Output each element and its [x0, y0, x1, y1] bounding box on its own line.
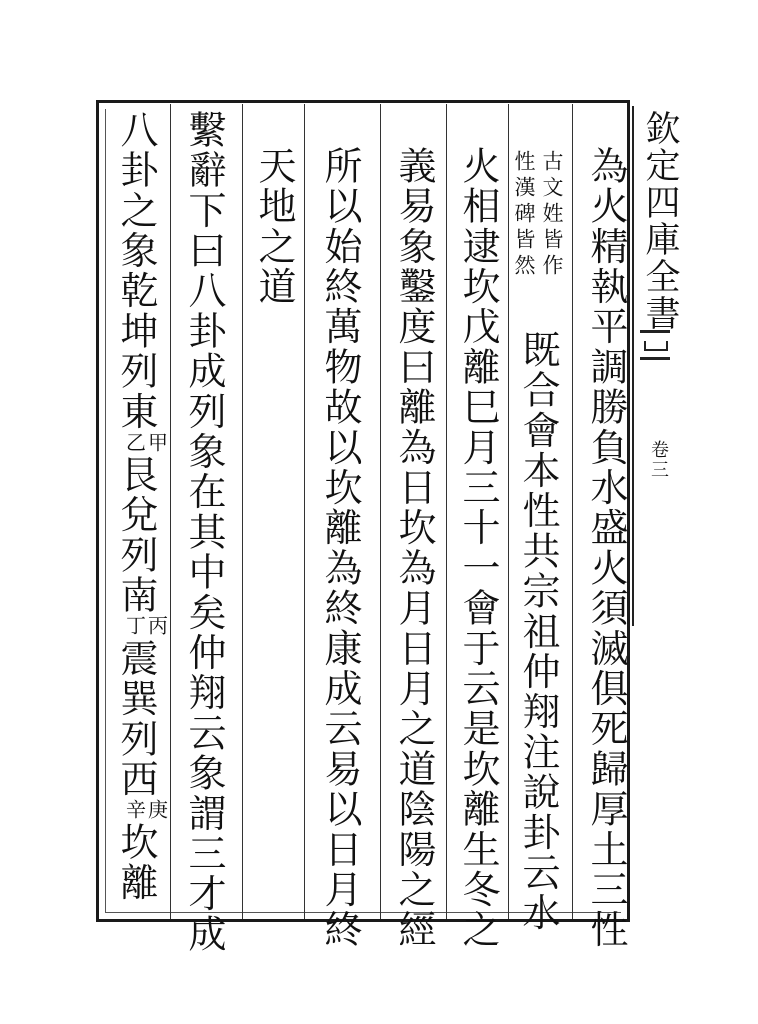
text-column-1: 為火精執平調勝負水盛火須滅俱死歸厚土三性 [584, 146, 628, 950]
column-rule [380, 104, 381, 919]
text-column-6: 天地之道 [252, 146, 296, 307]
annotation-char: 庚 [144, 799, 169, 823]
volume-label: 卷三 [648, 440, 669, 480]
text-column-8 [114, 110, 168, 920]
column-rule [446, 104, 447, 919]
annotation-char: 丙 [144, 615, 169, 639]
annotation-char: 乙 [122, 431, 147, 455]
text-segment: 震巽列西 [114, 638, 158, 800]
text-column-2: 既合會本性共宗祖仲翔注說卦云水 [516, 330, 560, 933]
text-column-7: 繫辭下曰八卦成列象在其中矣仲翔云象謂三才成 [182, 110, 226, 955]
margin-title: 欽定四庫全書 [640, 110, 680, 332]
text-segment: 八卦之象乾坤列東 [114, 110, 158, 432]
column-rule [242, 104, 243, 919]
column-rule [304, 104, 305, 919]
text-column-4: 義易象鑿度曰離為日坎為月日月之道陰陽之經 [392, 146, 436, 950]
annotation-line-b: 性漢碑皆然 [512, 150, 536, 280]
inline-annotation [124, 432, 168, 455]
column-rule [508, 104, 509, 919]
column-rule [572, 104, 573, 919]
annotation-char: 甲 [144, 431, 169, 455]
text-segment: 艮兌列南 [114, 454, 158, 616]
text-segment: 坎離 [114, 822, 158, 903]
inline-annotation [124, 799, 168, 822]
annotation-line-a: 古文姓皆作 [540, 150, 564, 280]
text-column-3: 火相逮坎戊離巳月三十一會于云是坎離生冬之 [456, 146, 500, 950]
fishtail-mark [640, 330, 670, 360]
annotation-char: 辛 [122, 799, 147, 823]
column-rule [170, 104, 171, 919]
annotation-char: 丁 [122, 615, 147, 639]
text-column-5: 所以始終萬物故以坎離為終康成云易以日月終 [318, 146, 362, 950]
inline-annotation [124, 615, 168, 638]
